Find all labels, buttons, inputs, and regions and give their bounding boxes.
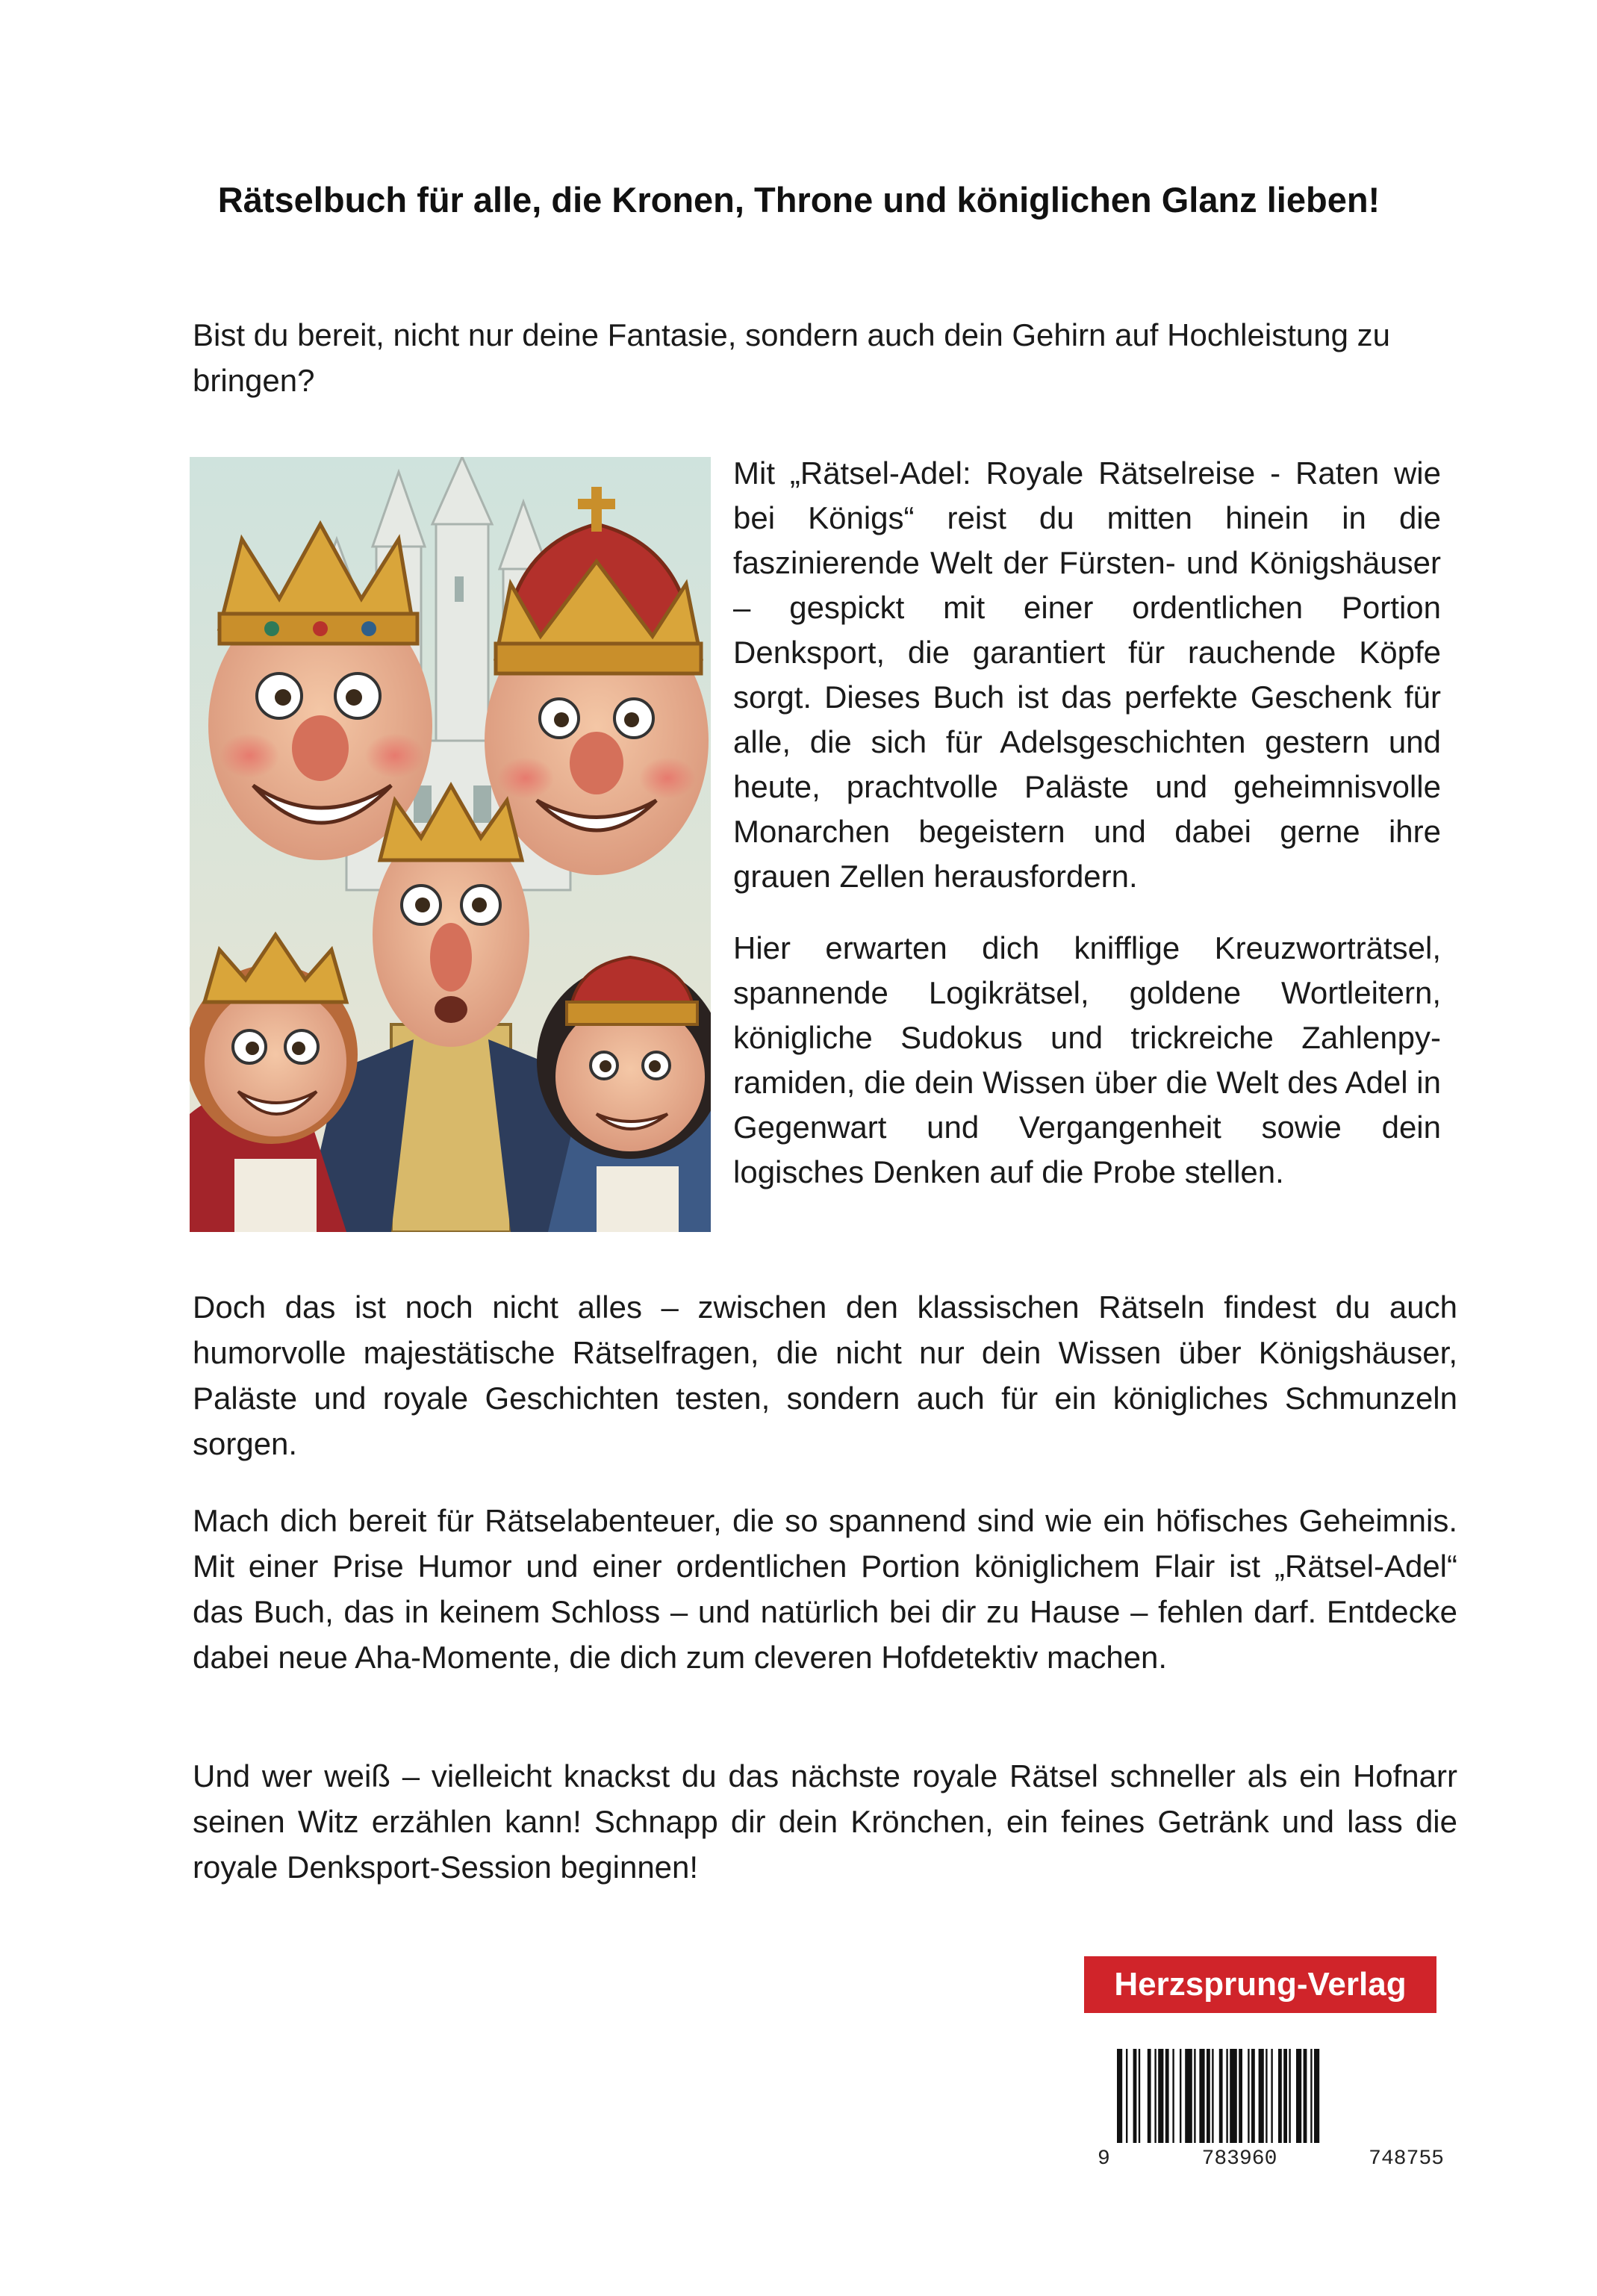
barcode-first-digit: 9 (1098, 2147, 1110, 2171)
paragraph-humor: Doch das ist noch nicht alles – zwischen den klassischen Rätseln findest du auch humorvolle majestätische Rätselfragen, die nicht nur dein Wissen über Königshäuser, Paläste und royale Geschichten testen, sondern auch für ein königliches Schmunzeln sorgen. (193, 1289, 1457, 1461)
paragraph-closing: Und wer weiß – vielleicht knackst du das nächste royale Rätsel schneller als ein Hofnarr seinen Witz erzählen kann! Schnapp dir dein Krönchen, ein feines Getränk und lass die royale Denksport-Session beginnen! (193, 1758, 1457, 1885)
barcode (1115, 2049, 1441, 2143)
royal-family-illustration (190, 457, 711, 1232)
barcode-digits (1098, 2147, 1444, 2171)
barcode-group-1: 783960 (1201, 2147, 1277, 2171)
barcode-group-2: 748755 (1369, 2147, 1444, 2171)
intro-paragraph: Bist du bereit, nicht nur deine Fantasie, sondern auch dein Gehirn auf Hochleistung zu bringen? (193, 317, 1390, 398)
description-paragraph-2: Hier erwarten dich knifflige Kreuzworträtsel, spannende Logikrätsel, goldene Wortleitern, königliche Sudokus und trickreiche Zahlenpyramiden, die dein Wissen über die Welt des Adel in Gegenwart und Vergangenheit sowie dein logisches Denken auf die Probe stellen. (733, 930, 1441, 1189)
publisher-logo: Herzsprung-Verlag (1084, 1956, 1436, 2013)
description-paragraph-1: Mit „Rätsel-Adel: Royale Rätselreise - Raten wie bei Königs“ reist du mitten hinein in die faszinierende Welt der Fürsten- und Königshäuser – gespickt mit einer ordentlichen Portion Denksport, die garantiert für rauchende Köpfe sorgt. Dieses Buch ist das perfekte Geschenk für alle, die sich für Adelsgeschichten gestern und heute, prachtvolle Paläste und geheimnisvolle Monarchen begeistern und dabei gerne ihre grauen Zellen herausfordern. (733, 455, 1441, 894)
paragraph-adventure: Mach dich bereit für Rätselabenteuer, die so spannend sind wie ein höfisches Geheimnis. Mit einer Prise Humor und einer ordentlichen Portion königlichem Flair ist „Rätsel-Adel“ das Buch, das in keinem Schloss – und natürlich bei dir zu Hause – fehlen darf. Entdecke dabei neue Aha-Momente, die dich zum cleveren Hofdetektiv machen. (193, 1503, 1457, 1675)
cover-headline: Rätselbuch für alle, die Kronen, Throne und königlichen Glanz lieben! (217, 180, 1380, 220)
